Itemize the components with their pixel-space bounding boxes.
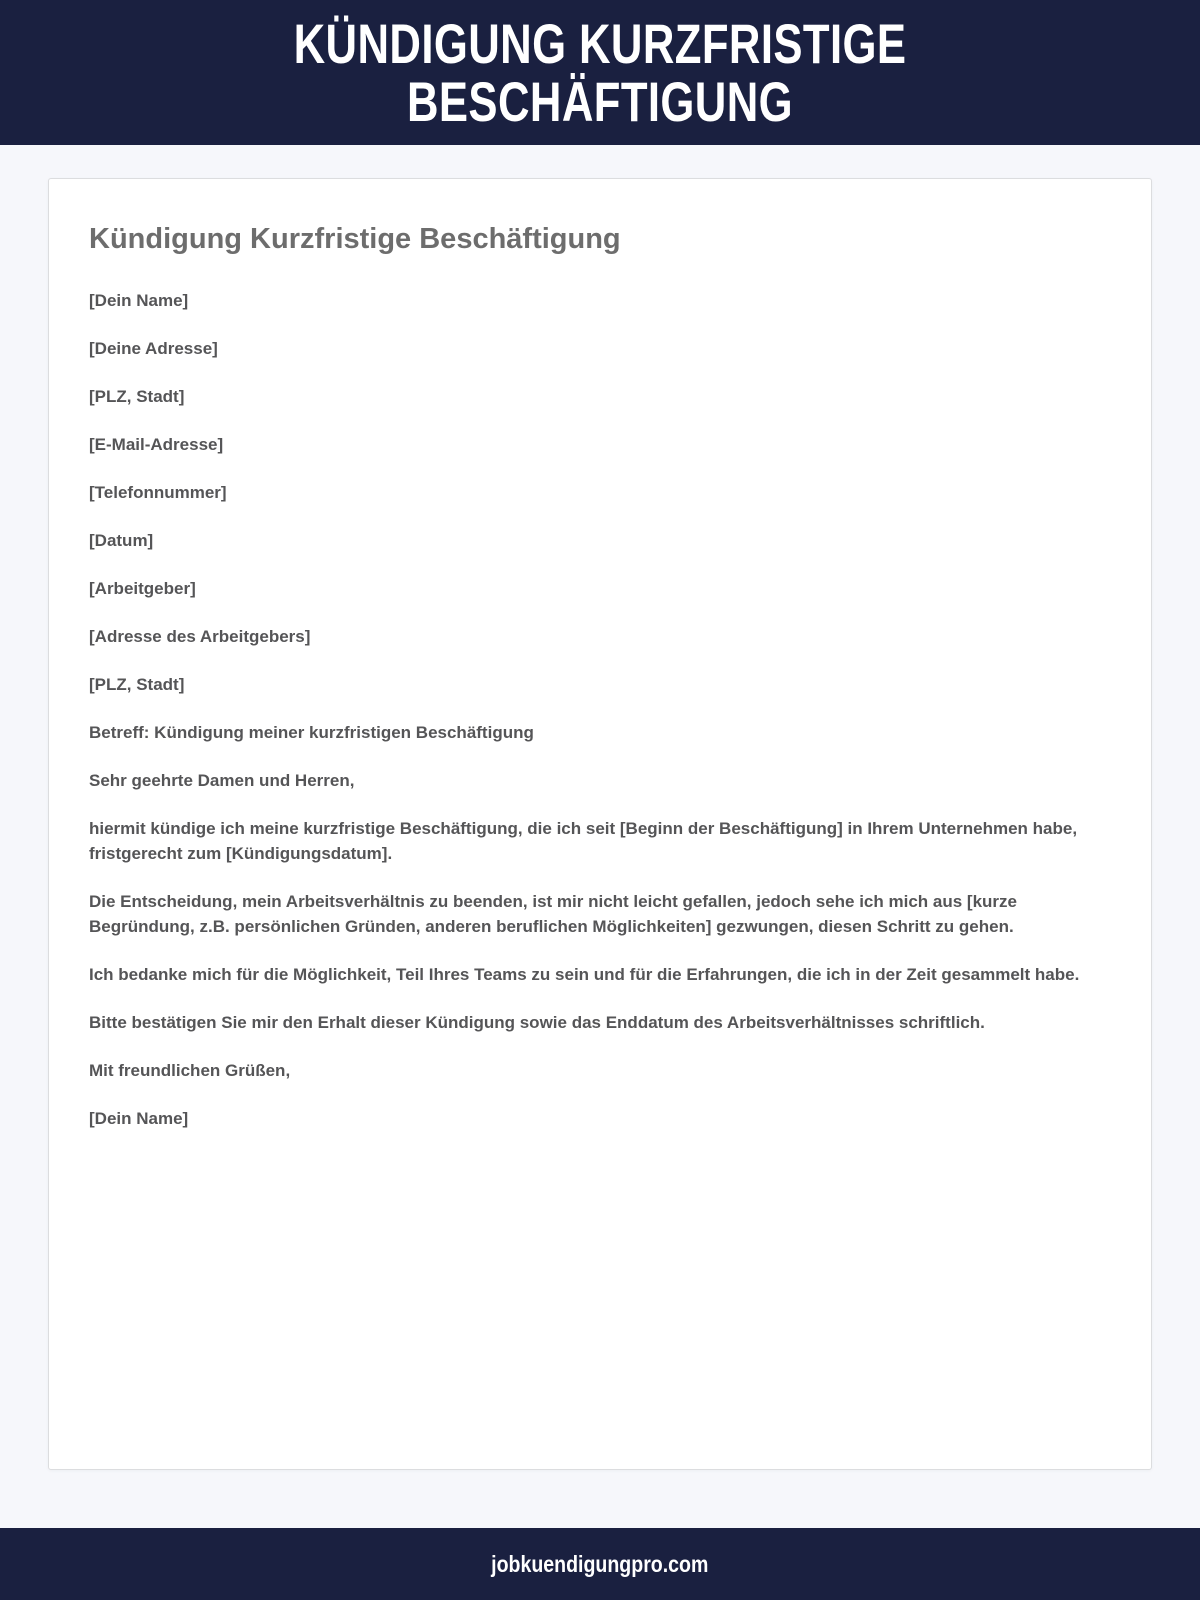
letter-line: Sehr geehrte Damen und Herren, bbox=[89, 771, 355, 790]
letter-line: [Arbeitgeber] bbox=[89, 579, 196, 598]
letter-line: [PLZ, Stadt] bbox=[89, 675, 185, 694]
letter-line: Ich bedanke mich für die Möglichkeit, Teil Ihres Teams zu sein und für die Erfahrungen, die ich in der Zeit gesammelt habe. bbox=[89, 965, 1080, 984]
site-header bbox=[0, 0, 1200, 145]
site-name: jobkuendigungpro.com bbox=[491, 1550, 709, 1577]
page-title: KÜNDIGUNG KURZFRISTIGE BESCHÄFTIGUNG bbox=[293, 12, 907, 133]
letter-line: [Adresse des Arbeitgebers] bbox=[89, 627, 311, 646]
letter-line: hiermit kündige ich meine kurzfristige Beschäftigung, die ich seit [Beginn der Beschäftigung] in Ihrem Unternehmen habe, fristgerecht zum [Kündigungsdatum]. bbox=[89, 819, 1078, 863]
letter-line: [Dein Name] bbox=[89, 291, 189, 310]
letter-line: Mit freundlichen Grüßen, bbox=[89, 1061, 291, 1080]
letter-line: Die Entscheidung, mein Arbeitsverhältnis zu beenden, ist mir nicht leicht gefallen, jedoch sehe ich mich aus [kurze Begründung, z.B. persönlichen Gründen, anderen beruflichen Möglichkeiten] gezwungen, diesen Schritt zu gehen. bbox=[89, 892, 1017, 936]
letter-line: [E-Mail-Adresse] bbox=[89, 435, 224, 454]
letter-heading: Kündigung Kurzfristige Beschäftigung bbox=[89, 223, 621, 255]
letter-line: Bitte bestätigen Sie mir den Erhalt dieser Kündigung sowie das Enddatum des Arbeitsverhältnisses schriftlich. bbox=[89, 1013, 985, 1032]
letter-line: Betreff: Kündigung meiner kurzfristigen Beschäftigung bbox=[89, 723, 534, 742]
letter-body bbox=[89, 288, 1111, 1131]
letter-line: [Datum] bbox=[89, 531, 154, 550]
letter-line: [Dein Name] bbox=[89, 1109, 189, 1128]
letter-line: [Deine Adresse] bbox=[89, 339, 218, 358]
letter-card bbox=[48, 178, 1152, 1470]
site-footer bbox=[0, 1528, 1200, 1600]
letter-line: [Telefonnummer] bbox=[89, 483, 227, 502]
main-content bbox=[0, 178, 1200, 1470]
letter-line: [PLZ, Stadt] bbox=[89, 387, 185, 406]
